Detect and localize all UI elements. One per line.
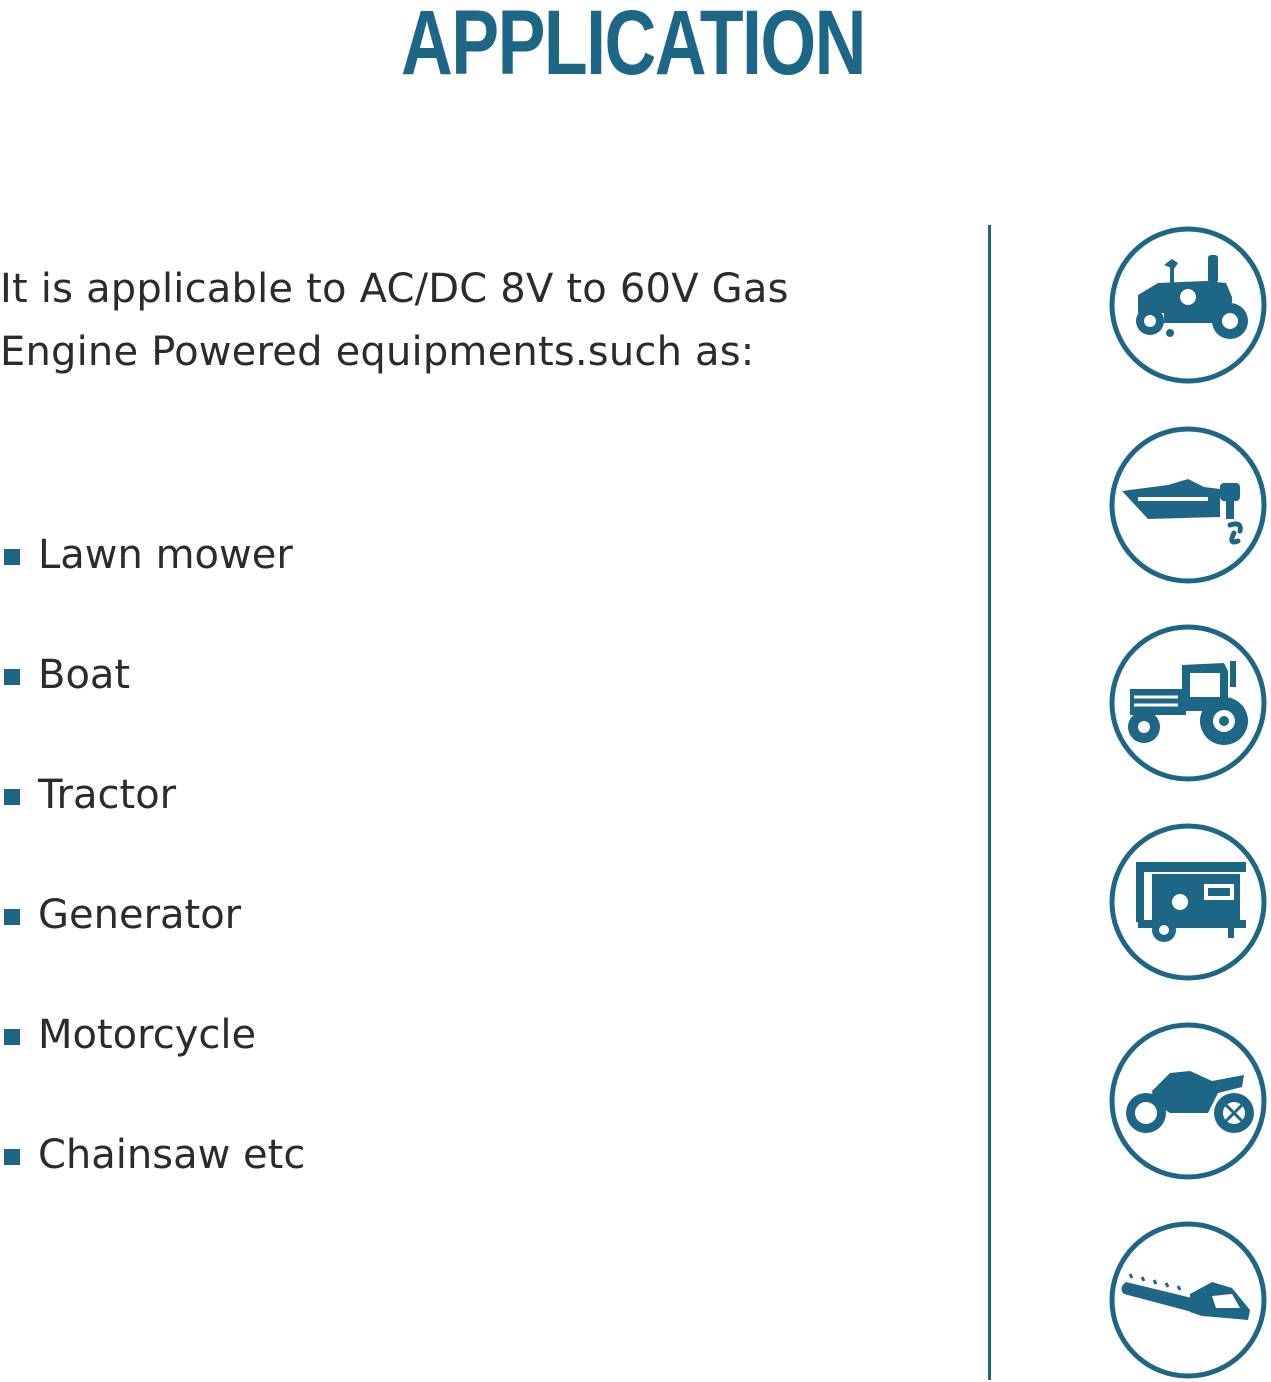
- equipment-list: [0, 525, 305, 1245]
- generator-icon: [1108, 822, 1268, 982]
- list-item: [0, 765, 305, 885]
- lawn-mower-icon: [1108, 225, 1268, 385]
- list-item: [0, 1005, 305, 1125]
- intro-line-1: It is applicable to AC/DC 8V to 60V Gas: [0, 266, 789, 312]
- list-item: [0, 1125, 305, 1245]
- list-item: [0, 885, 305, 1005]
- bullet-icon: [4, 549, 20, 565]
- chainsaw-icon: [1108, 1220, 1268, 1380]
- list-item: [0, 525, 305, 645]
- bullet-icon: [4, 1149, 20, 1165]
- list-item-label: Generator: [38, 892, 242, 938]
- tractor-icon: [1108, 623, 1268, 783]
- bullet-icon: [4, 909, 20, 925]
- list-item-label: Lawn mower: [38, 532, 293, 578]
- bullet-icon: [4, 669, 20, 685]
- intro-line-2: Engine Powered equipments.such as:: [0, 329, 755, 375]
- vertical-divider: [988, 225, 991, 1380]
- intro-text: [0, 258, 900, 384]
- bullet-icon: [4, 789, 20, 805]
- list-item-label: Chainsaw etc: [38, 1132, 306, 1178]
- bullet-icon: [4, 1029, 20, 1045]
- boat-icon: [1108, 425, 1268, 585]
- page-title: APPLICATION: [401, 0, 865, 94]
- motorcycle-icon: [1108, 1021, 1268, 1181]
- list-item-label: Boat: [38, 652, 131, 698]
- list-item-label: Motorcycle: [38, 1012, 257, 1058]
- list-item-label: Tractor: [38, 772, 177, 818]
- list-item: [0, 645, 305, 765]
